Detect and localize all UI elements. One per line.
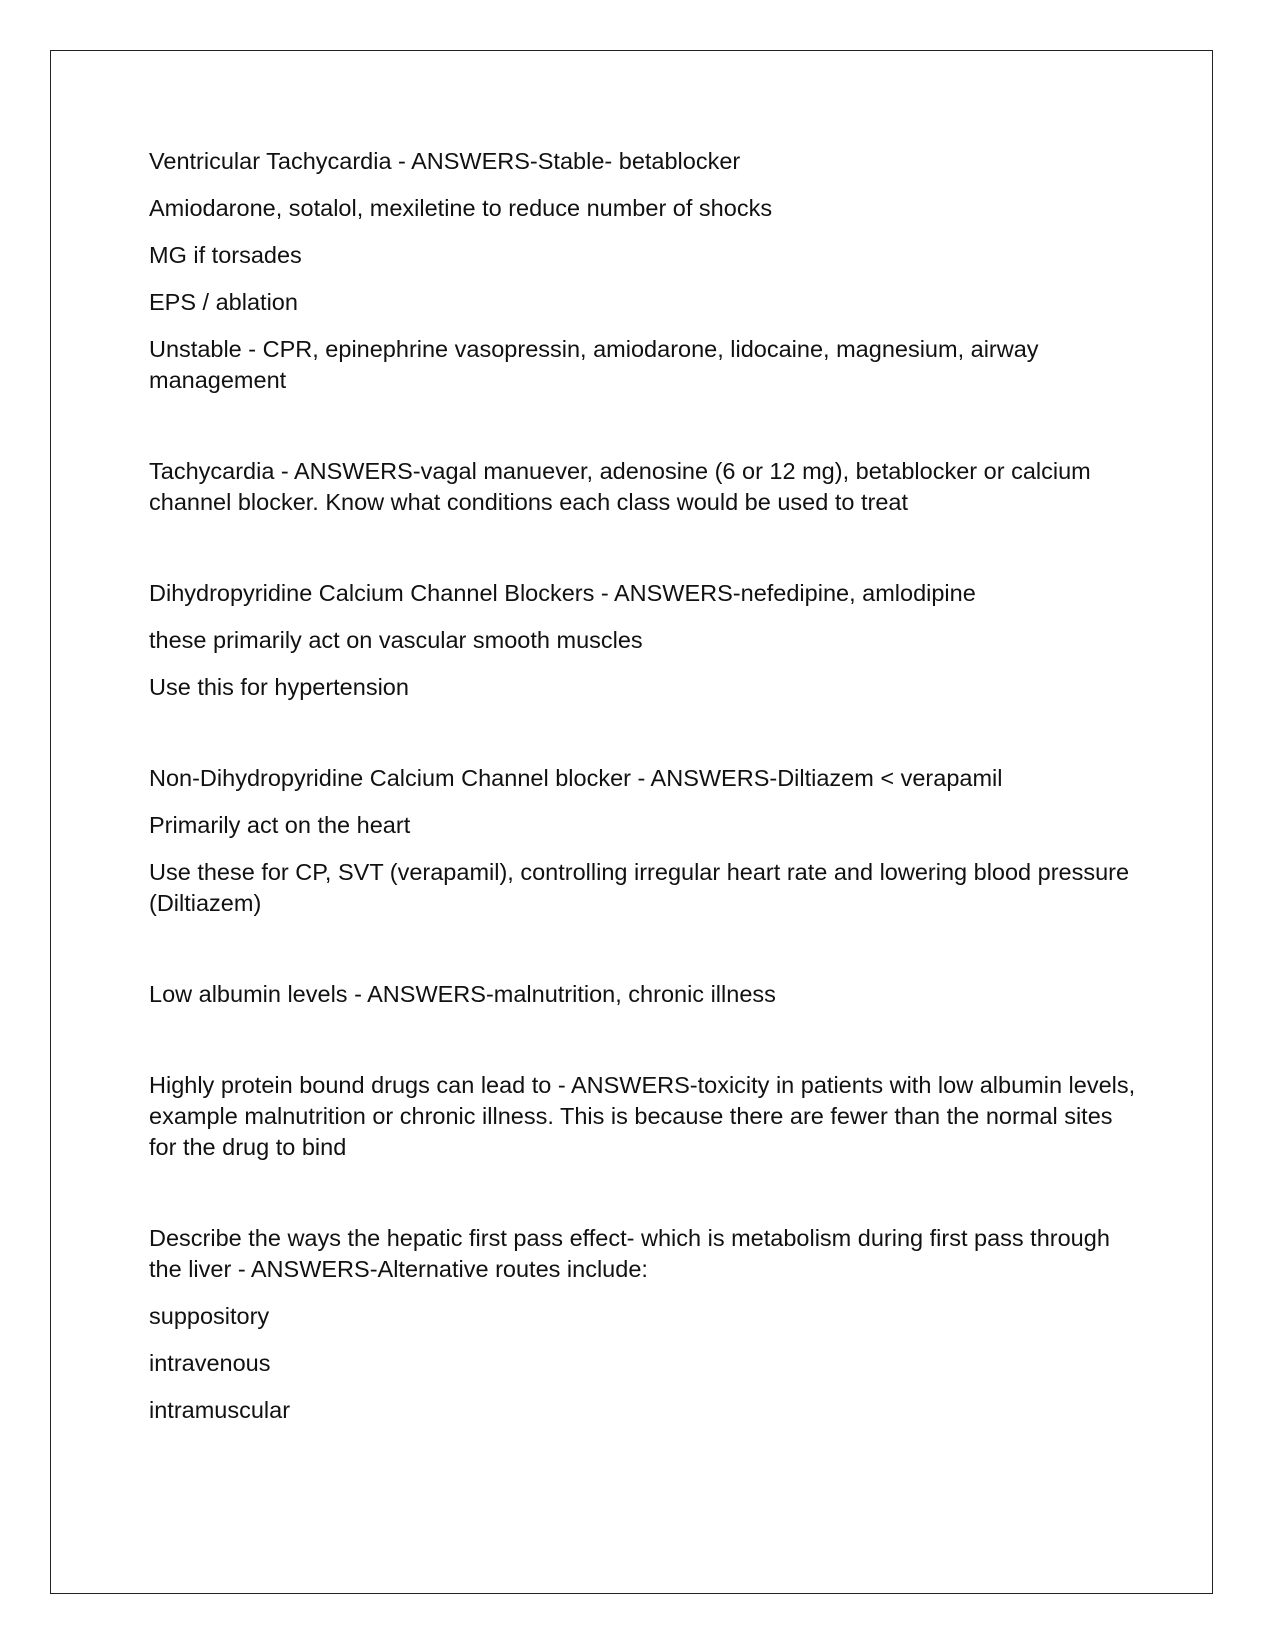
answer-line: intravenous [149, 1350, 271, 1376]
flashcard [149, 578, 1139, 703]
card-question: Ventricular Tachycardia - ANSWERS-Stable- betablocker [149, 148, 741, 174]
answer-line: these primarily act on vascular smooth muscles [149, 627, 643, 653]
answer-line: Amiodarone, sotalol, mexiletine to reduce number of shocks [149, 195, 773, 221]
flashcard [149, 146, 1139, 396]
answer-line: suppository [149, 1303, 270, 1329]
flashcard [149, 456, 1139, 518]
document-body [149, 146, 1139, 1426]
flashcard [149, 979, 1139, 1010]
answer-line: EPS / ablation [149, 289, 298, 315]
answer-line: Use this for hypertension [149, 674, 409, 700]
answer-line: Use these for CP, SVT (verapamil), controlling irregular heart rate and lowering blood pressure (Diltiazem) [149, 859, 1130, 916]
card-question: Dihydropyridine Calcium Channel Blockers - ANSWERS-nefedipine, amlodipine [149, 580, 976, 606]
answer-line: intramuscular [149, 1397, 291, 1423]
answer-line: MG if torsades [149, 242, 302, 268]
flashcard [149, 1070, 1139, 1163]
answer-line: Unstable - CPR, epinephrine vasopressin, amiodarone, lidocaine, magnesium, airway management [149, 336, 1039, 393]
card-question: Describe the ways the hepatic first pass effect- which is metabolism during first pass through the liver - ANSWERS-Alternative routes include: [149, 1225, 1110, 1282]
answer-line: Primarily act on the heart [149, 812, 411, 838]
card-question: Non-Dihydropyridine Calcium Channel blocker - ANSWERS-Diltiazem < verapamil [149, 765, 1003, 791]
flashcard [149, 763, 1139, 919]
card-question: Low albumin levels - ANSWERS-malnutrition, chronic illness [149, 981, 776, 1007]
card-question: Tachycardia - ANSWERS-vagal manuever, adenosine (6 or 12 mg), betablocker or calcium channel blocker. Know what conditions each class would be used to treat [149, 458, 1091, 515]
flashcard [149, 1223, 1139, 1426]
card-question: Highly protein bound drugs can lead to - ANSWERS-toxicity in patients with low albumin levels, example malnutrition or chronic illness. This is because there are fewer than the normal sites for the drug to bind [149, 1072, 1136, 1160]
